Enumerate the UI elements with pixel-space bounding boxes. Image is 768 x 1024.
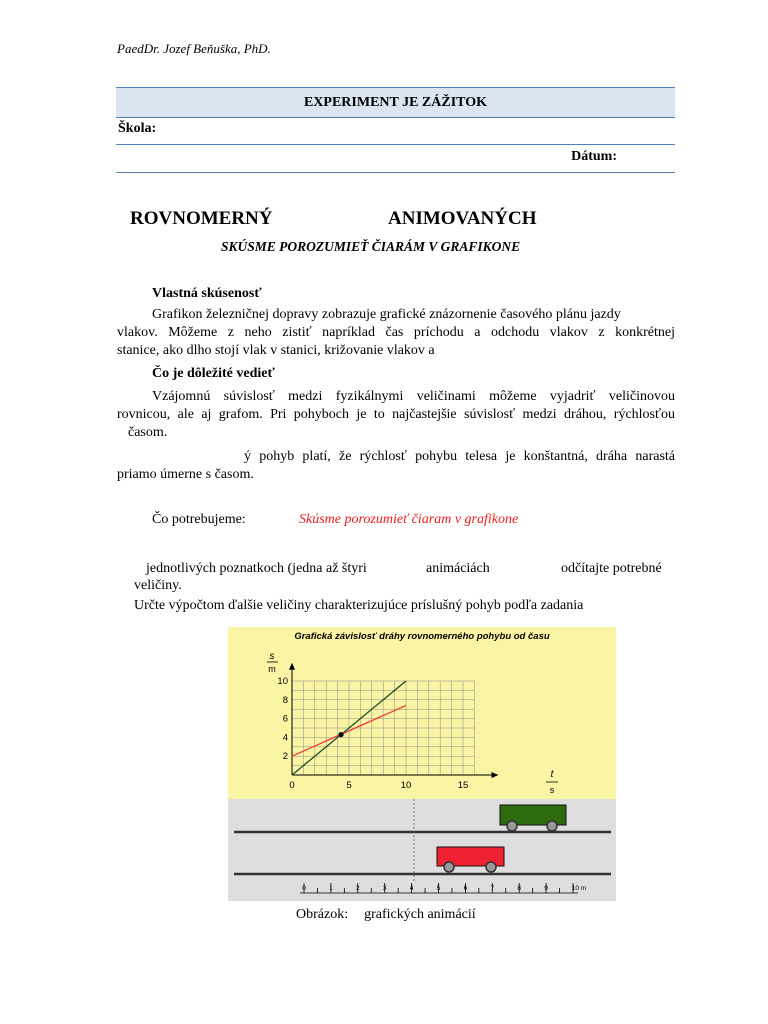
header-title: EXPERIMENT JE ZÁŽITOK: [303, 95, 488, 110]
para-line: Grafikon železničnej dopravy zobrazuje grafické znázornenie časového plánu jazdy: [152, 307, 621, 322]
wheel: [507, 821, 517, 831]
ruler-label: 0: [302, 885, 306, 892]
intersection-point: [338, 732, 343, 737]
heading-important: Čo je dôležité vedieť: [152, 366, 275, 381]
para-line: priamo úmerne s časom.: [117, 467, 254, 482]
y-tick-label: 8: [282, 694, 288, 706]
task-line: veličiny.: [134, 578, 182, 593]
x-tick-label: 0: [289, 780, 295, 791]
para-line: časom.: [128, 425, 168, 440]
para-line: vlakov. Môžeme z neho zistiť napríklad čas príchodu a odchodu vlakov z konkrétnej: [117, 325, 675, 340]
para-line: rovnicou, ale aj grafom. Pri pohyboch je to najčastejšie súvislosť medzi dráhou, rýchlosťou: [117, 407, 675, 422]
y-tick-label: 2: [282, 751, 288, 763]
y-axis-label-num: s: [269, 651, 275, 662]
animation-figure: [228, 627, 616, 901]
task-line-part: jednotlivých poznatkoch (jedna až štyri: [146, 561, 367, 576]
x-axis-label-num: t: [550, 769, 554, 780]
para-line: ý pohyb platí, že rýchlosť pohybu telesa je konštantná, dráha narastá: [244, 449, 675, 464]
paragraph-own-experience: [117, 306, 675, 360]
y-tick-label: 10: [277, 676, 288, 687]
y-tick-label: 4: [282, 732, 288, 744]
task-line-part: odčítajte potrebné: [561, 561, 662, 576]
header-title-bar: [116, 87, 675, 118]
ruler-label: 5: [436, 885, 441, 892]
x-tick-label: 10: [400, 780, 412, 791]
ruler-label: 3: [382, 885, 387, 892]
task-line: Určte výpočtom ďalšie veličiny charakterizujúce príslušný pohyb podľa zadania: [134, 598, 584, 613]
author-name: PaedDr. Jozef Beňuška, PhD.: [117, 41, 271, 56]
chart-title: Grafická závislosť dráhy rovnomerného pohybu od času: [294, 631, 550, 642]
caption-text: grafických animácií: [364, 907, 476, 922]
y-axis-label-den: m: [268, 664, 276, 674]
animation-link[interactable]: Skúsme porozumieť čiaram v grafikone: [299, 512, 519, 527]
school-row: [116, 116, 675, 145]
x-axis-label-den: s: [549, 785, 555, 795]
ruler-label: 4: [409, 885, 414, 892]
main-title-right: ANIMOVANÝCH: [388, 208, 537, 229]
figure-caption: [296, 907, 476, 923]
y-tick-label: 6: [282, 713, 288, 725]
needs-label: Čo potrebujeme:: [152, 512, 246, 527]
ruler-label: 1: [329, 885, 333, 892]
x-tick-label: 15: [457, 780, 469, 791]
ruler-label: 7: [490, 885, 495, 892]
main-title-left: ROVNOMERNÝ: [130, 208, 273, 229]
ruler-label: 9: [544, 885, 548, 892]
x-tick-label: 5: [346, 780, 352, 791]
school-label: Škola:: [118, 121, 157, 136]
heading-own-experience: Vlastná skúsenosť: [152, 286, 262, 301]
date-label: Dátum:: [571, 149, 617, 164]
para-line: Vzájomnú súvislosť medzi fyzikálnymi veličinami môžeme vyjadriť veličinovou: [152, 389, 675, 404]
subtitle: SKÚSME POROZUMIEŤ ČIARÁM V GRAFIKONE: [221, 239, 521, 254]
task-line-part: animáciách: [426, 561, 490, 576]
date-row: [116, 144, 675, 173]
para-line: stanice, ako dlho stojí vlak v stanici, križovanie vlakov a: [117, 343, 435, 358]
ruler-label: 2: [355, 885, 360, 892]
wheel: [486, 862, 496, 872]
caption-prefix: Obrázok:: [296, 907, 349, 922]
ruler-label: 8: [517, 885, 522, 892]
paragraph-important: [117, 388, 675, 442]
paragraph-uniform-motion: [117, 448, 675, 484]
wheel: [444, 862, 454, 872]
ruler-label: 6: [463, 885, 468, 892]
wheel: [547, 821, 557, 831]
ruler-label: 10 m: [571, 885, 587, 892]
